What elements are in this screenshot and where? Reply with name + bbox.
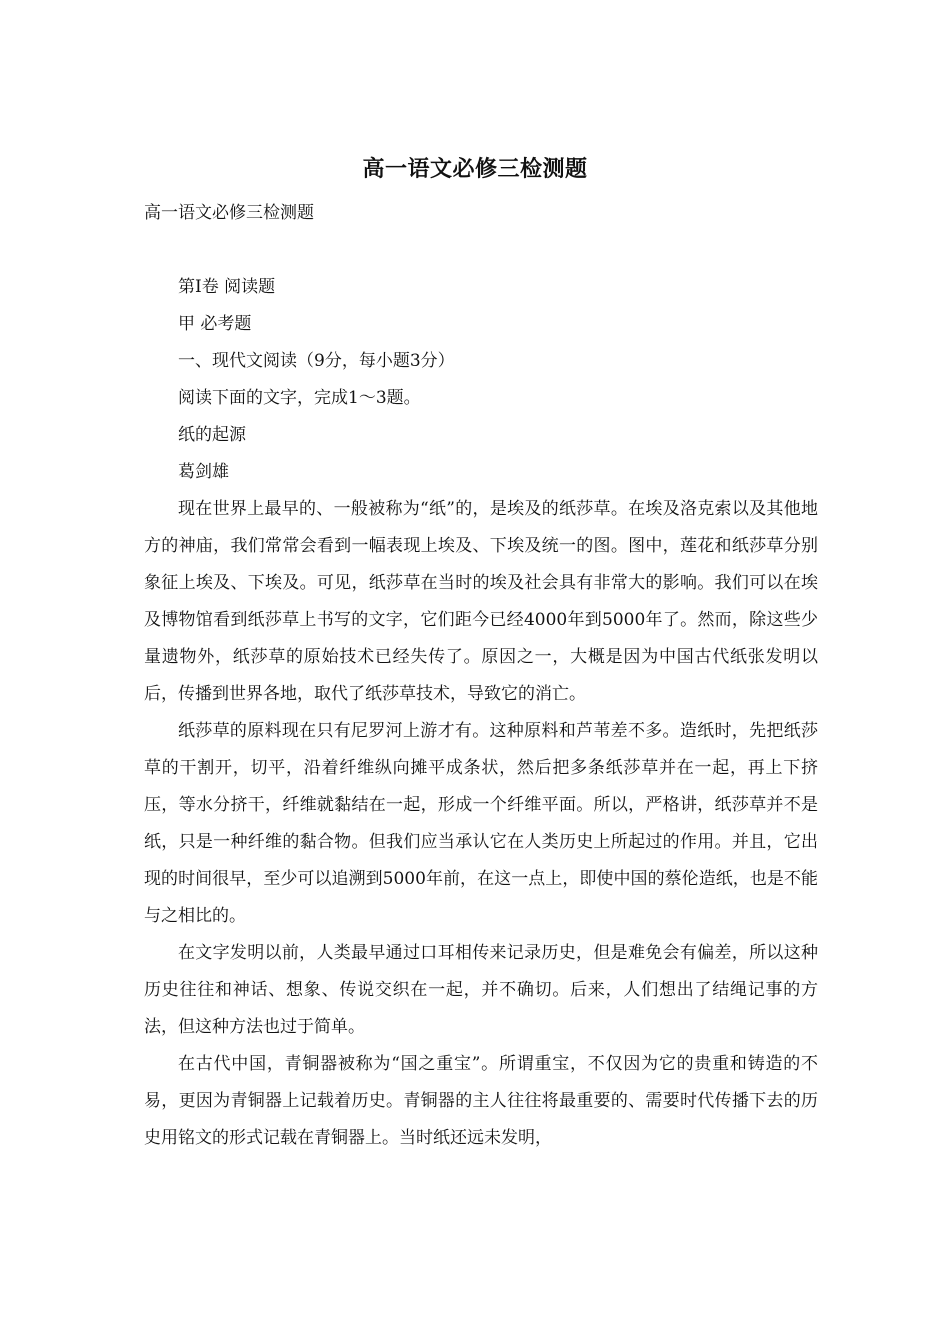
article-author: 葛剑雄 bbox=[178, 462, 229, 482]
section-label: 第Ⅰ卷 阅读题 bbox=[178, 277, 276, 297]
document-subtitle: 高一语文必修三检测题 bbox=[144, 203, 314, 223]
part-label: 甲 必考题 bbox=[178, 314, 252, 334]
article-title: 纸的起源 bbox=[178, 425, 246, 445]
paragraph: 现在世界上最早的、一般被称为“纸”的，是埃及的纸莎草。在埃及洛克索以及其他地方的神庙，我们常常会看到一幅表现上埃及、下埃及统一的图。图中，莲花和纸莎草分别象征上埃及、下埃及。可见，纸莎草在当时的埃及社会具有非常大的影响。我们可以在埃及博物馆看到纸莎草上书写的文字，它们距今已经4000年到5000年了。然而，除这些少量遗物外，纸莎草的原始技术已经失传了。原因之一，大概是因为中国古代纸张发明以后，传播到世界各地，取代了纸莎草技术，导致它的消亡。 bbox=[144, 499, 818, 704]
document-title: 高一语文必修三检测题 bbox=[362, 156, 588, 182]
paragraph: 纸莎草的原料现在只有尼罗河上游才有。这种原料和芦苇差不多。造纸时，先把纸莎草的干割开，切平，沿着纤维纵向摊平成条状，然后把多条纸莎草并在一起，再上下挤压，等水分挤干，纤维就黏结在一起，形成一个纤维平面。所以，严格讲，纸莎草并不是纸，只是一种纤维的黏合物。但我们应当承认它在人类历史上所起过的作用。并且，它出现的时间很早，至少可以追溯到5000年前，在这一点上，即使中国的蔡伦造纸，也是不能与之相比的。 bbox=[144, 721, 818, 926]
paragraph: 在古代中国，青铜器被称为“国之重宝”。所谓重宝，不仅因为它的贵重和铸造的不易，更因为青铜器上记载着历史。青铜器的主人往往将最重要的、需要时代传播下去的历史用铭文的形式记载在青铜器上。当时纸还远未发明， bbox=[144, 1054, 818, 1148]
question-heading: 一、现代文阅读（9分，每小题3分） bbox=[178, 351, 455, 371]
instruction: 阅读下面的文字，完成1～3题。 bbox=[178, 388, 421, 408]
document-body bbox=[144, 269, 818, 1157]
paragraph: 在文字发明以前，人类最早通过口耳相传来记录历史，但是难免会有偏差，所以这种历史往往和神话、想象、传说交织在一起，并不确切。后来，人们想出了结绳记事的方法，但这种方法也过于简单。 bbox=[144, 943, 818, 1037]
